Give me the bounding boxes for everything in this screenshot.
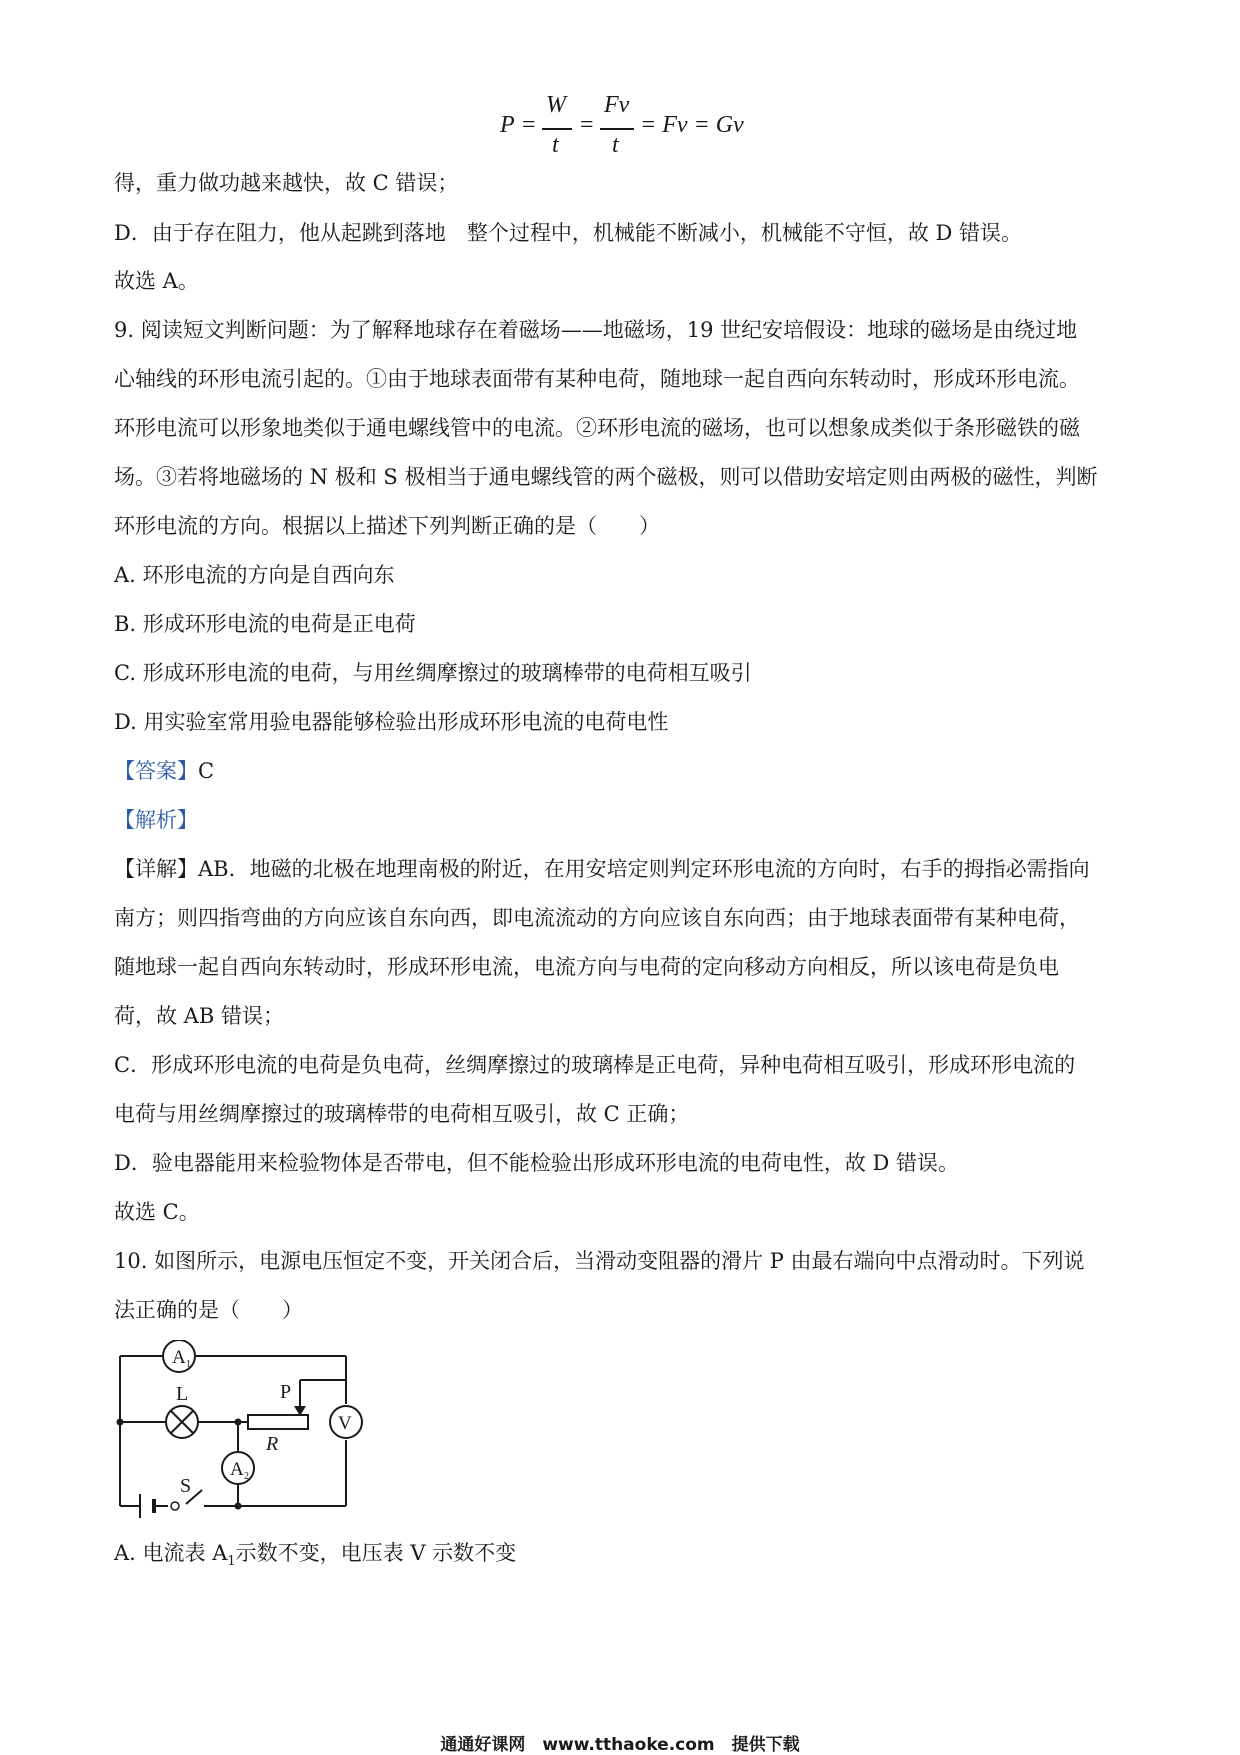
option-c: C. 形成环形电流的电荷，与用丝绸摩擦过的玻璃棒带的电荷相互吸引 (114, 661, 752, 685)
circuit-diagram (110, 1340, 370, 1520)
text-line: D．由于存在阻力，他从起跳到落地 整个过程中，机械能不断减小，机械能不守恒，故 D 错误。 (114, 221, 1023, 245)
detail-line: C．形成环形电流的电荷是负电荷，丝绸摩擦过的玻璃棒是正电荷，异种电荷相互吸引，形成环形电流的 (114, 1053, 1076, 1077)
answer-tag: 【答案】 (114, 759, 198, 783)
question-10-line: 10. 如图所示，电源电压恒定不变，开关闭合后，当滑动变阻器的滑片 P 由最右端向中点滑动时。下列说 (114, 1249, 1085, 1273)
ammeter-a1-label: A (172, 1347, 186, 1368)
q10-option-a-sub: 1 (227, 1554, 236, 1570)
option-b: B. 形成环形电流的电荷是正电荷 (114, 612, 416, 636)
q10-option-a-pre: A. 电流表 A (114, 1541, 228, 1565)
formula-w: W (546, 92, 566, 118)
detail-line: D．验电器能用来检验物体是否带电，但不能检验出形成环形电流的电荷电性，故 D 错误。 (114, 1151, 960, 1175)
ammeter-a1-subscript: 1 (186, 1359, 191, 1370)
footer-watermark: 通通好课网 www.tthaoke.com 提供下载 (440, 1735, 800, 1755)
junction-dot (117, 1419, 124, 1426)
detail-line: 南方；则四指弯曲的方向应该自东向西，即电流流动的方向应该自东向西；由于地球表面带有某种电荷， (114, 906, 1080, 930)
voltmeter-label: V (338, 1413, 352, 1434)
analysis-tag: 【解析】 (114, 808, 198, 832)
question-9-line: 环形电流的方向。根据以上描述下列判断正确的是（ ） (114, 514, 660, 538)
power-formula (500, 92, 760, 160)
formula-fv-num: Fv (604, 92, 630, 118)
option-d: D. 用实验室常用验电器能够检验出形成环形电流的电荷电性 (114, 710, 669, 734)
text-line: 故选 A。 (114, 269, 199, 293)
text-line: 得，重力做功越来越快，故 C 错误； (114, 171, 459, 195)
ammeter-a2-subscript: 2 (244, 1471, 249, 1482)
switch-label: S (180, 1475, 192, 1497)
formula-eq1: = (522, 112, 536, 138)
detail-line: 荷，故 AB 错误； (114, 1004, 284, 1028)
ammeter-a2-label: A (230, 1459, 244, 1480)
lamp-label: L (176, 1383, 189, 1405)
junction-dot (235, 1419, 242, 1426)
option-a: A. 环形电流的方向是自西向东 (114, 563, 395, 587)
q10-option-a (114, 1538, 516, 1577)
formula-eq2: = (580, 112, 594, 138)
formula-p: P (500, 112, 515, 138)
junction-dot (235, 1503, 242, 1510)
question-9-line: 场。③若将地磁场的 N 极和 S 极相当于通电螺线管的两个磁极，则可以借助安培定则由两极的磁性，判断 (114, 465, 1098, 489)
q10-option-a-post: 示数不变，电压表 V 示数不变 (235, 1541, 517, 1565)
answer-line (114, 756, 214, 786)
question-9-line: 9. 阅读短文判断问题：为了解释地球存在着磁场——地磁场，19 世纪安培假设：地球的磁场是由绕过地 (114, 318, 1078, 342)
detail-line: 故选 C。 (114, 1200, 200, 1224)
slider-label: P (280, 1381, 292, 1403)
question-10-line: 法正确的是（ ） (114, 1298, 303, 1322)
answer-value: C (198, 759, 215, 783)
formula-t1: t (552, 132, 559, 158)
fraction-bar (600, 128, 634, 130)
detail-line: 电荷与用丝绸摩擦过的玻璃棒带的电荷相互吸引，故 C 正确； (114, 1102, 690, 1126)
fraction-bar (542, 128, 572, 130)
formula-t2: t (612, 132, 619, 158)
detail-line: 【详解】AB．地磁的北极在地理南极的附近，在用安培定则判定环形电流的方向时，右手的拇指必需指向 (114, 857, 1090, 881)
rheostat-label: R (266, 1433, 279, 1455)
formula-rest: = Fv = Gv (640, 112, 744, 138)
detail-line: 随地球一起自西向东转动时，形成环形电流，电流方向与电荷的定向移动方向相反，所以该电荷是负电 (114, 955, 1059, 979)
question-9-line: 环形电流可以形象地类似于通电螺线管中的电流。②环形电流的磁场，也可以想象成类似于条形磁铁的磁 (114, 416, 1080, 440)
question-9-line: 心轴线的环形电流引起的。①由于地球表面带有某种电荷，随地球一起自西向东转动时，形成环形电流。 (114, 367, 1080, 391)
switch-contact-icon (171, 1502, 179, 1510)
